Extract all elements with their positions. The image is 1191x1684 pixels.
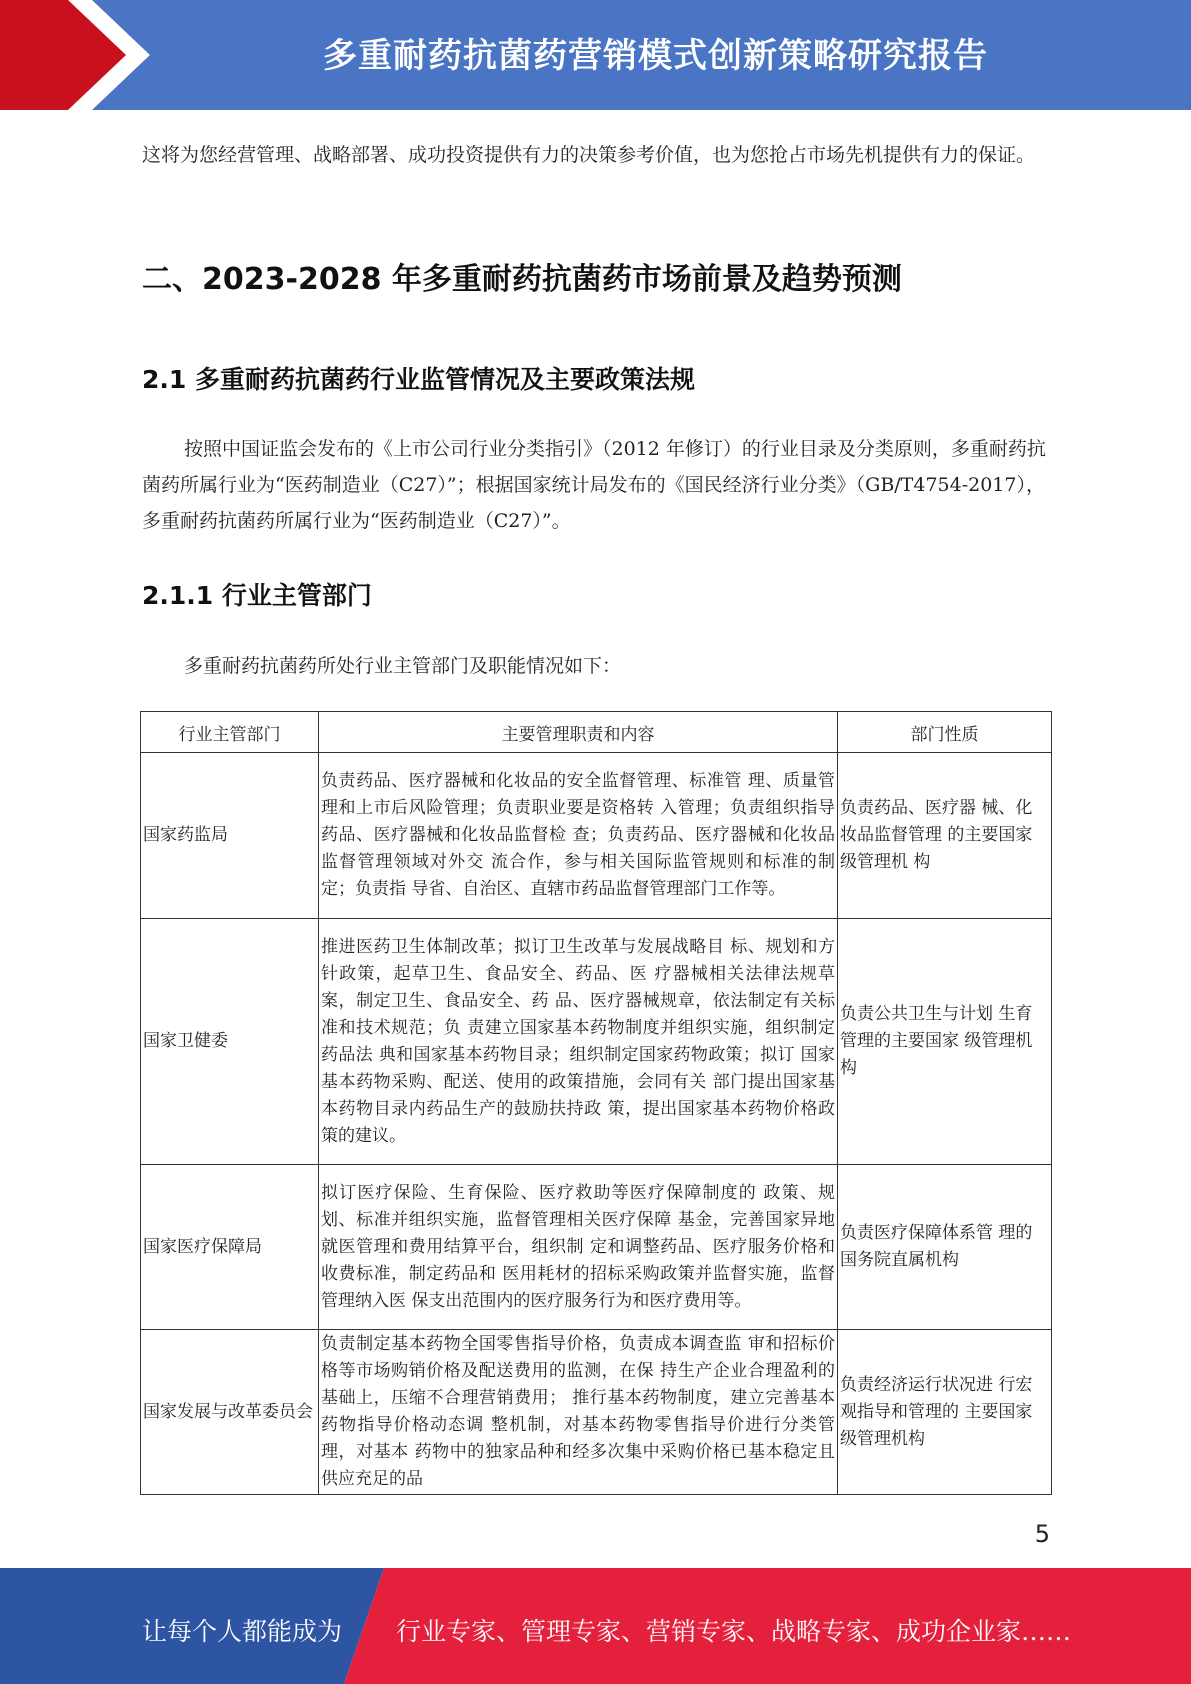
subsubsection-heading: 2.1.1 行业主管部门 (142, 581, 372, 610)
header-dept: 行业主管部门 (141, 712, 319, 753)
page-number: 5 (1034, 1520, 1050, 1548)
section-heading: 二、2023-2028 年多重耐药抗菌药市场前景及趋势预测 (142, 262, 902, 297)
intro-paragraph: 这将为您经营管理、战略部署、成功投资提供有力的决策参考价值，也为您抢占市场先机提供有力的保证。 (142, 144, 1036, 166)
dept-name: 国家医疗保障局 (141, 1165, 319, 1330)
header-banner (0, 0, 1191, 110)
table-row (141, 753, 1052, 919)
regulatory-departments-table (140, 711, 1052, 1495)
header-nature: 部门性质 (838, 712, 1052, 753)
dept-nature: 负责医疗保障体系管 理的国务院直属机构 (838, 1165, 1052, 1330)
table-row (141, 1330, 1052, 1495)
table-row (141, 1165, 1052, 1330)
dept-nature: 负责药品、医疗器 械、化妆品监督管理 的主要国家级管理机 构 (838, 753, 1052, 919)
subsection-heading: 2.1 多重耐药抗菌药行业监管情况及主要政策法规 (142, 365, 695, 394)
dept-duties: 负责制定基本药物全国零售指导价格，负责成本调查监 审和招标价格等市场购销价格及配送费用的监测，在保 持生产企业合理盈利的基础上，压缩不合理营销费用； 推行基本药物制度，建立完善基本药物指导价格动态调 整机制，对基本药物零售指导价进行分类管理，对基本 药物中的独家品种和经多次集中采购价格已基本稳定且 供应充足的品 (319, 1330, 838, 1495)
table-row (141, 919, 1052, 1165)
subsection-paragraph: 按照中国证监会发布的《上市公司行业分类指引》（2012 年修订）的行业目录及分类原则，多重耐药抗菌药所属行业为“医药制造业（C27）”；根据国家统计局发布的《国民经济行业分类》（GB/T4754-2017），多重耐药抗菌药所属行业为“医药制造业（C27）”。 (142, 438, 1046, 532)
footer-slogan-left: 让每个人都能成为 (142, 1617, 343, 1646)
dept-duties: 推进医药卫生体制改革；拟订卫生改革与发展战略目 标、规划和方针政策，起草卫生、食品安全、药品、医 疗器械相关法律法规草案，制定卫生、食品安全、药 品、医疗器械规章，依法制定有关标准和技术规范；负 责建立国家基本药物制度并组织实施，组织制定药品法 典和国家基本药物目录；组织制定国家药物政策；拟订 国家基本药物采购、配送、使用的政策措施，会同有关 部门提出国家基本药物目录内药品生产的鼓励扶持政 策，提出国家基本药物价格政策的建议。 (319, 919, 838, 1165)
dept-name: 国家发展与改革委员会 (141, 1330, 319, 1495)
header-duties: 主要管理职责和内容 (319, 712, 838, 753)
footer-slogan-right: 行业专家、管理专家、营销专家、战略专家、成功企业家…… (396, 1617, 1072, 1646)
dept-nature: 负责公共卫生与计划 生育管理的主要国家 级管理机构 (838, 919, 1052, 1165)
report-title: 多重耐药抗菌药营销模式创新策略研究报告 (323, 36, 988, 76)
dept-duties: 拟订医疗保险、生育保险、医疗救助等医疗保障制度的 政策、规划、标准并组织实施，监督管理相关医疗保障 基金，完善国家异地就医管理和费用结算平台，组织制 定和调整药品、医疗服务价格和收费标准，制定药品和 医用耗材的招标采购政策并监督实施，监督管理纳入医 保支出范围内的医疗服务行为和医疗费用等。 (319, 1165, 838, 1330)
table-header-row (141, 712, 1052, 753)
table-intro: 多重耐药抗菌药所处行业主管部门及职能情况如下： (184, 655, 622, 677)
dept-name: 国家卫健委 (141, 919, 319, 1165)
dept-nature: 负责经济运行状况进 行宏观指导和管理的 主要国家级管理机构 (838, 1330, 1052, 1495)
dept-name: 国家药监局 (141, 753, 319, 919)
dept-duties: 负责药品、医疗器械和化妆品的安全监督管理、标准管 理、质量管理和上市后风险管理；负责职业要是资格转 入管理；负责组织指导药品、医疗器械和化妆品监督检 查；负责药品、医疗器械和化妆品监督管理领域对外交 流合作，参与相关国际监管规则和标准的制定；负责指 导省、自治区、直辖市药品监督管理部门工作等。 (319, 753, 838, 919)
